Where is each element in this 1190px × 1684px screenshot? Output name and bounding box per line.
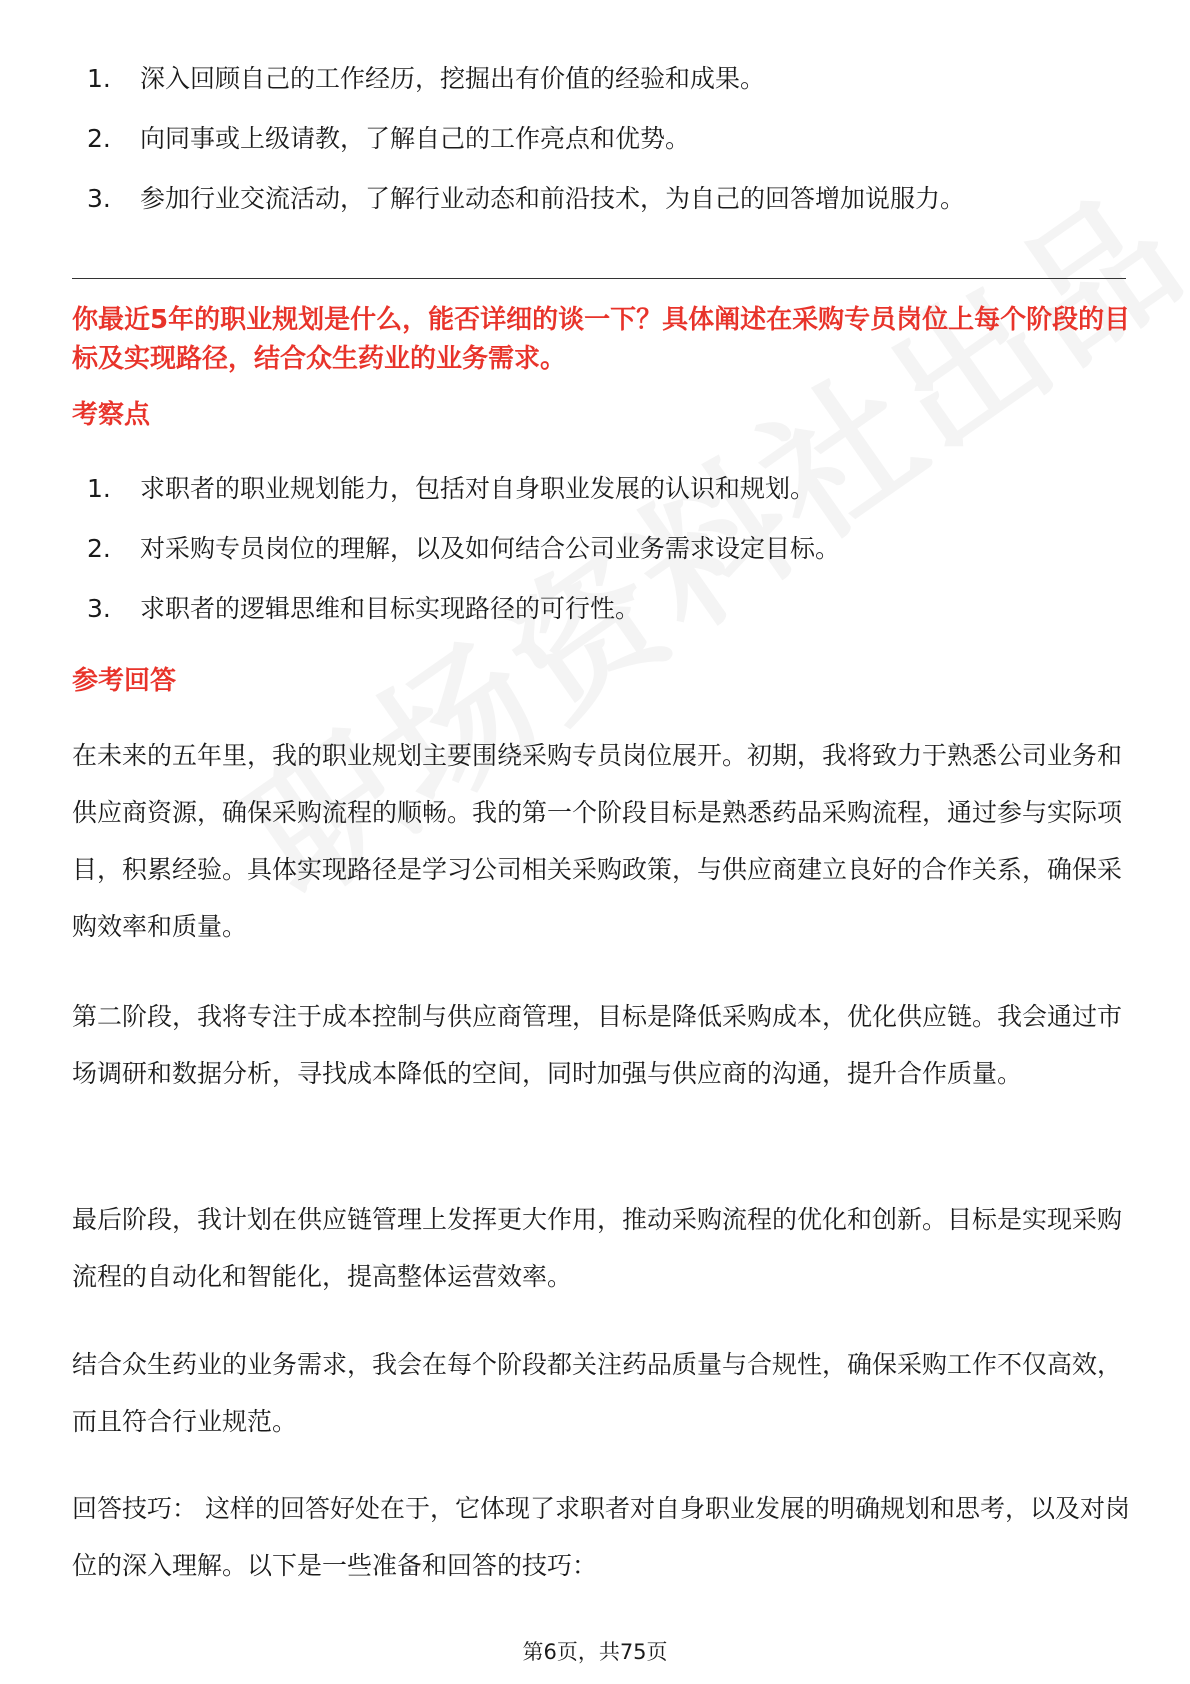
list-number: 3. — [87, 184, 111, 213]
preparation-tips-list — [72, 62, 1132, 242]
reference-answer-heading: 参考回答 — [72, 666, 177, 696]
list-item — [72, 532, 1132, 566]
answer-paragraph: 第二阶段，我将专注于成本控制与供应商管理，目标是降低采购成本，优化供应链。我会通过市场调研和数据分析，寻找成本降低的空间，同时加强与供应商的沟通，提升合作质量。 — [72, 1002, 1123, 1088]
list-text: 对采购专员岗位的理解，以及如何结合公司业务需求设定目标。 — [140, 534, 841, 563]
section-divider — [72, 278, 1126, 279]
list-number: 1. — [87, 474, 111, 503]
list-item — [72, 472, 1132, 506]
list-text: 求职者的职业规划能力，包括对自身职业发展的认识和规划。 — [140, 474, 816, 503]
list-number: 1. — [87, 64, 111, 93]
answer-paragraph: 在未来的五年里，我的职业规划主要围绕采购专员岗位展开。初期，我将致力于熟悉公司业务和供应商资源，确保采购流程的顺畅。我的第一个阶段目标是熟悉药品采购流程，通过参与实际项目，积累经验。具体实现路径是学习公司相关采购政策，与供应商建立良好的合作关系，确保采购效率和质量。 — [72, 741, 1123, 941]
list-item — [72, 62, 1132, 96]
answer-tips-paragraph: 回答技巧： 这样的回答好处在于，它体现了求职者对自身职业发展的明确规划和思考，以及对岗位的深入理解。以下是一些准备和回答的技巧： — [72, 1494, 1130, 1580]
list-text: 参加行业交流活动，了解行业动态和前沿技术，为自己的回答增加说服力。 — [140, 184, 966, 213]
list-item — [72, 182, 1132, 216]
list-number: 2. — [87, 124, 111, 153]
interview-question: 你最近5年的职业规划是什么，能否详细的谈一下？具体阐述在采购专员岗位上每个阶段的目标及实现路径，结合众生药业的业务需求。 — [72, 305, 1131, 374]
list-number: 2. — [87, 534, 111, 563]
list-text: 深入回顾自己的工作经历，挖掘出有价值的经验和成果。 — [140, 64, 766, 93]
list-item — [72, 592, 1132, 626]
list-item — [72, 122, 1132, 156]
list-text: 向同事或上级请教，了解自己的工作亮点和优势。 — [140, 124, 691, 153]
list-number: 3. — [87, 594, 111, 623]
answer-paragraph: 结合众生药业的业务需求，我会在每个阶段都关注药品质量与合规性，确保采购工作不仅高效，而且符合行业规范。 — [72, 1350, 1123, 1436]
exam-points-list — [72, 472, 1132, 652]
exam-points-heading: 考察点 — [72, 400, 151, 430]
list-text: 求职者的逻辑思维和目标实现路径的可行性。 — [140, 594, 641, 623]
page-number: 第6页，共75页 — [522, 1640, 668, 1664]
answer-paragraph: 最后阶段，我计划在供应链管理上发挥更大作用，推动采购流程的优化和创新。目标是实现采购流程的自动化和智能化，提高整体运营效率。 — [72, 1205, 1123, 1291]
